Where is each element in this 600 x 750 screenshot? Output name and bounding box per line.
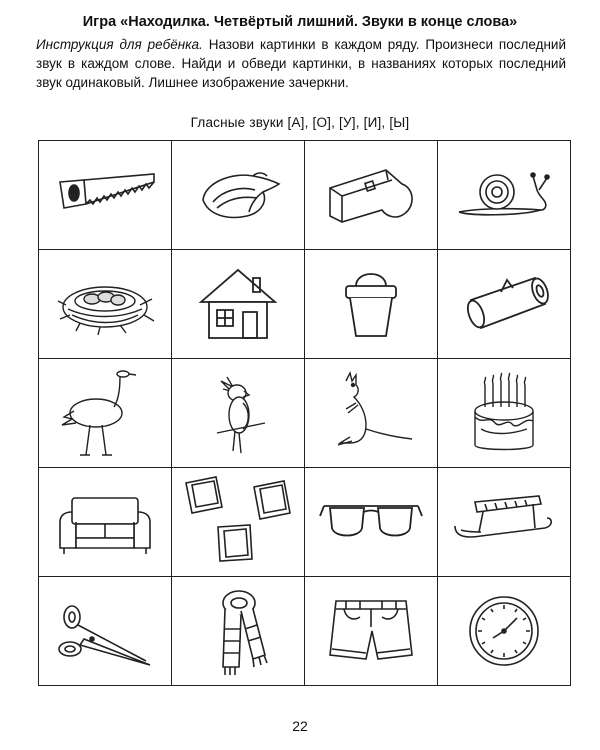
whistle-icon (316, 160, 426, 230)
grid-row (39, 250, 571, 359)
cake-icon (449, 367, 559, 459)
grid-cell[interactable] (172, 577, 305, 686)
grid-cell[interactable] (39, 250, 172, 359)
scissors-icon (50, 591, 160, 671)
nest-icon (50, 269, 160, 339)
page-number: 22 (292, 718, 308, 734)
scarf-icon (183, 585, 293, 677)
grid-row (39, 468, 571, 577)
cockatoo-icon (183, 367, 293, 459)
grid-row (39, 141, 571, 250)
grid-cell[interactable] (39, 577, 172, 686)
grid-cell[interactable] (172, 141, 305, 250)
picture-grid (38, 140, 571, 686)
clock-icon (449, 588, 559, 674)
grid-cell[interactable] (172, 359, 305, 468)
sunglasses-icon (316, 482, 426, 562)
ostrich-icon (50, 367, 160, 459)
grid-cell[interactable] (305, 359, 438, 468)
cubes-icon (178, 473, 298, 571)
grid-cell[interactable] (39, 468, 172, 577)
page-title: Игра «Находилка. Четвёртый лишний. Звуки в конце слова» (82, 14, 518, 30)
grid-cell[interactable] (438, 577, 571, 686)
grid-cell[interactable] (39, 141, 172, 250)
seashell-icon (183, 160, 293, 230)
bucket-icon (316, 264, 426, 344)
grid-cell[interactable] (438, 359, 571, 468)
saw-icon (50, 160, 160, 230)
grid-cell[interactable] (172, 250, 305, 359)
grid-row (39, 577, 571, 686)
grid-cell[interactable] (305, 577, 438, 686)
grid-cell[interactable] (39, 359, 172, 468)
grid-cell[interactable] (305, 141, 438, 250)
shorts-icon (316, 591, 426, 671)
instruction-label: Инструкция для ребёнка. (36, 37, 203, 52)
vowels-line: Гласные звуки [А], [О], [У], [И], [Ы] (190, 115, 410, 130)
sofa-icon (50, 482, 160, 562)
grid-cell[interactable] (438, 468, 571, 577)
sled-icon (449, 482, 559, 562)
instruction-text: Назови картинки в каждом ряду. Произнеси последний звук в каждом слове. Найди и обведи картинки, в названиях которых последний звук одинаковый. Лишнее изображение зачеркни. (36, 37, 567, 90)
grid-cell[interactable] (305, 250, 438, 359)
log-icon (449, 264, 559, 344)
grid-cell[interactable] (438, 141, 571, 250)
grid-cell[interactable] (305, 468, 438, 577)
house-icon (183, 264, 293, 344)
grid-cell[interactable] (438, 250, 571, 359)
kangaroo-icon (316, 367, 426, 459)
grid-cell[interactable] (172, 468, 305, 577)
grid-row (39, 359, 571, 468)
snail-icon (449, 160, 559, 230)
instruction-paragraph (36, 35, 566, 92)
